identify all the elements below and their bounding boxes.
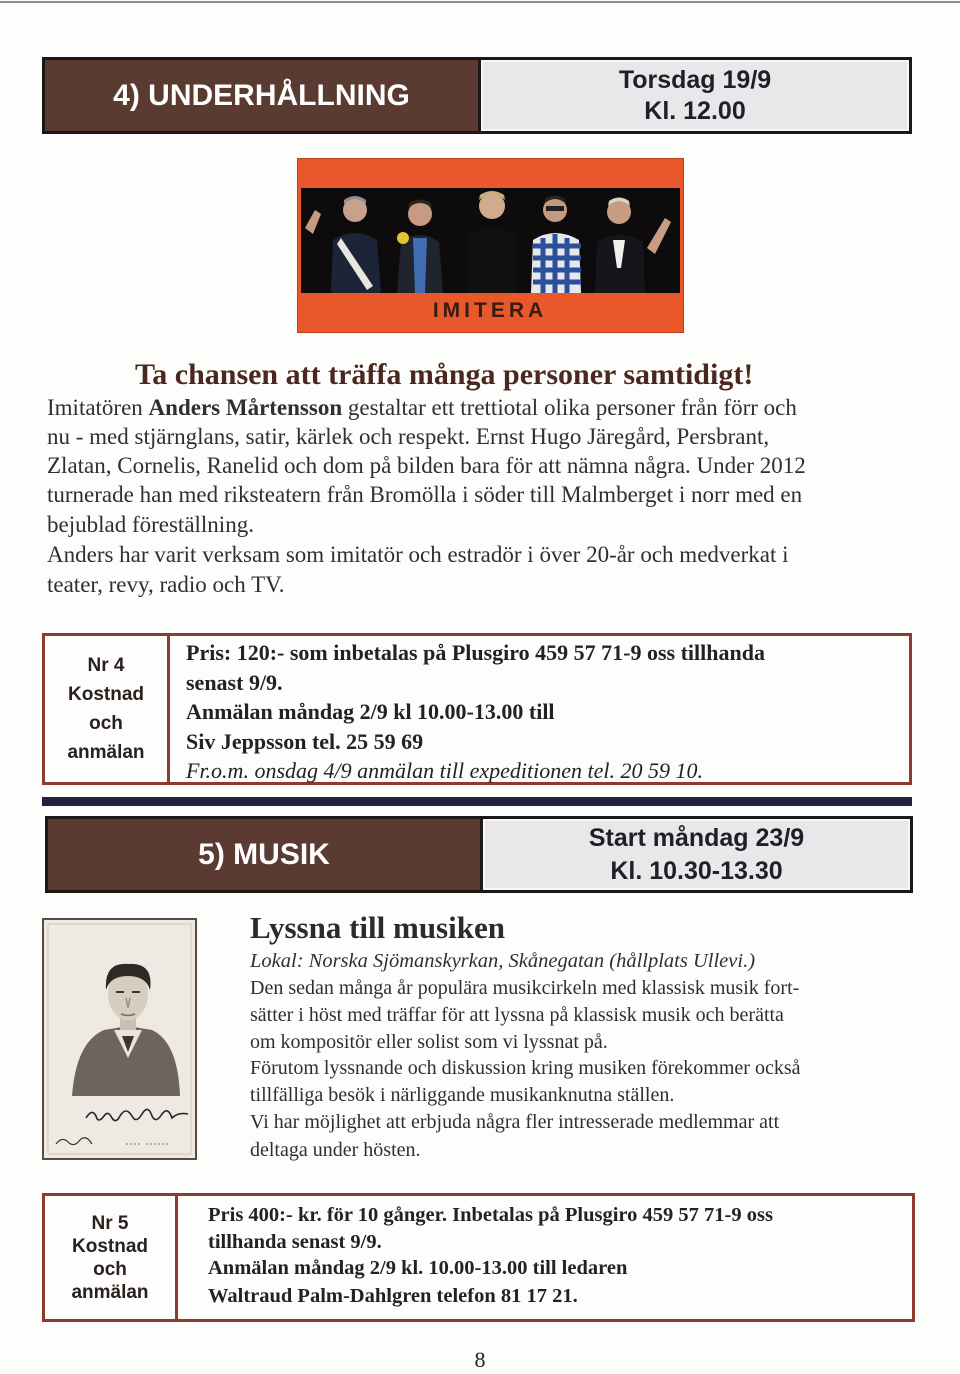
section4-title: 4) UNDERHÅLLNING	[45, 60, 481, 131]
section4-info-label	[45, 636, 170, 782]
section4-header	[42, 57, 912, 134]
info-label-cost: Kostnad	[72, 1235, 148, 1257]
performer-name: Anders Mårtensson	[148, 395, 343, 420]
section5-schedule	[483, 819, 910, 890]
section5-price-line: Pris 400:- kr. för 10 gånger. Inbetalas på Plusgiro 459 57 71-9 oss	[208, 1204, 773, 1226]
section4-paragraph-line: teater, revy, radio och TV.	[47, 572, 285, 597]
section4-date: Torsdag 19/9	[618, 65, 772, 94]
section5-location: Lokal: Norska Sjömanskyrkan, Skånegatan (hållplats Ullevi.)	[250, 950, 756, 972]
imitera-promo-image	[297, 158, 684, 333]
section5-paragraph-line: Förutom lyssnande och diskussion kring musiken förekommer också	[250, 1057, 801, 1079]
info-label-and: och	[93, 1258, 127, 1280]
composer-portrait-image	[42, 918, 197, 1160]
info-label-registration: anmälan	[71, 1281, 149, 1303]
section5-date: Start måndag 23/9	[588, 823, 805, 852]
info-label-cost: Kostnad	[68, 684, 144, 705]
section4-paragraph-line: turnerade han med riksteatern från Bromölla i söder till Malmberget i norr med en	[47, 482, 803, 507]
section4-deadline-line: senast 9/9.	[186, 670, 283, 695]
section-divider	[42, 797, 912, 806]
section4-paragraph-line: Zlatan, Cornelis, Ranelid och dom på bilden bara för att nämna några. Under 2012	[47, 453, 806, 478]
info-label-number: Nr 5	[91, 1212, 129, 1234]
info-label-number: Nr 4	[87, 655, 125, 676]
top-rule	[0, 1, 960, 3]
section5-paragraph-line: Vi har möjlighet att erbjuda några fler intresserade medlemmar att	[250, 1111, 780, 1133]
section5-title: 5) MUSIK	[48, 819, 483, 890]
section5-time: Kl. 10.30-13.30	[610, 856, 783, 885]
section4-time: Kl. 12.00	[644, 96, 746, 125]
section5-header	[45, 816, 913, 893]
section5-paragraph-line: om kompositör eller solist som vi lyssnat på.	[250, 1031, 608, 1053]
section4-paragraph-line: nu - med stjärnglans, satir, kärlek och respekt. Ernst Hugo Järegård, Persbrant,	[47, 424, 770, 449]
section5-registration-line: Anmälan måndag 2/9 kl. 10.00-13.00 till ledaren	[208, 1257, 628, 1279]
section4-paragraph-line	[47, 394, 797, 422]
section4-schedule	[481, 60, 909, 131]
section4-note-line: Fr.o.m. onsdag 4/9 anmälan till expeditionen tel. 20 59 10.	[186, 758, 703, 783]
section4-heading: Ta chansen att träffa många personer samtidigt!	[135, 358, 754, 391]
section4-contact-line: Siv Jeppsson tel. 25 59 69	[186, 729, 424, 754]
section5-deadline-line: tillhanda senast 9/9.	[208, 1231, 382, 1253]
section5-info-label	[45, 1196, 178, 1319]
intro-lead-text: Imitatören	[47, 395, 149, 420]
section5-paragraph-line: sätter i höst med träffar för att lyssna på klassisk musik och berätta	[250, 1004, 784, 1026]
intro-rest-text: gestaltar ett trettiotal olika personer från förr och	[342, 395, 797, 420]
section4-registration-line: Anmälan måndag 2/9 kl 10.00-13.00 till	[186, 699, 555, 724]
section5-paragraph-line: deltaga under hösten.	[250, 1139, 421, 1161]
imitera-caption: IMITERA	[432, 299, 548, 322]
page-number: 8	[474, 1347, 486, 1372]
section4-price-line: Pris: 120:- som inbetalas på Plusgiro 459 57 71-9 oss tillhanda	[186, 640, 765, 665]
info-label-registration: anmälan	[67, 742, 145, 763]
section5-heading: Lyssna till musiken	[250, 910, 505, 945]
section4-paragraph-line: bejublad föreställning.	[47, 512, 254, 537]
section5-paragraph-line: Den sedan många år populära musikcirkeln med klassisk musik fort-	[250, 977, 800, 999]
info-label-and: och	[89, 713, 123, 734]
section5-paragraph-line: tillfälliga besök i närliggande musikanknutna ställen.	[250, 1084, 675, 1106]
section4-paragraph-line: Anders har varit verksam som imitatör och estradör i över 20-år och medverkat i	[47, 542, 789, 567]
section5-contact-line: Waltraud Palm-Dahlgren telefon 81 17 21.	[208, 1285, 578, 1307]
